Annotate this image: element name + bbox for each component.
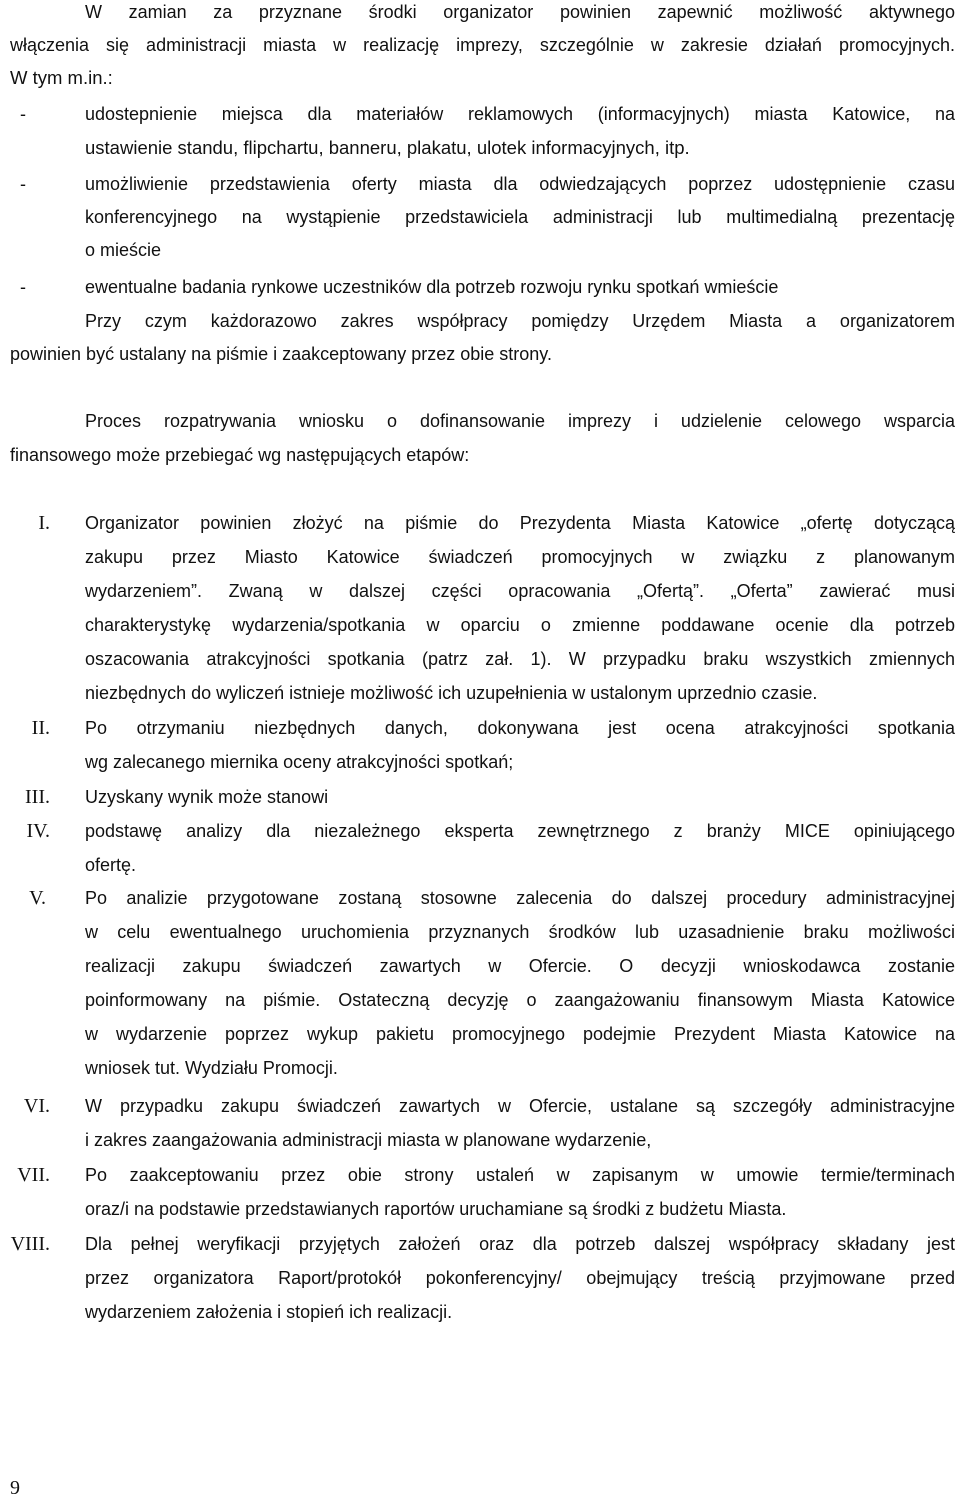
step-line: poinformowany na piśmie. Ostateczną decyzję o zaangażowaniu finansowym Miasta Katowice	[85, 990, 955, 1010]
step-numeral: II.	[31, 717, 50, 739]
step-line: wydarzeniem”. Zwaną w dalszej części opracowania „Ofertą”. „Oferta” zawierać musi	[85, 581, 955, 601]
bullet-2-line-2: konferencyjnego na wystąpienie przedstawiciela administracji lub multimedialną prezentację	[85, 207, 955, 227]
bullet-dash: -	[20, 174, 26, 194]
intro-line-2: włączenia się administracji miasta w realizację imprezy, szczególnie w zakresie działań promocyjnych.	[10, 35, 955, 55]
bullet-3-line-1: ewentualne badania rynkowe uczestników dla potrzeb rozwoju rynku spotkań wmieście	[85, 277, 779, 297]
step-line: wniosek tut. Wydziału Promocji.	[85, 1058, 338, 1078]
step-numeral: VII.	[17, 1164, 50, 1186]
step-line: w celu ewentualnego uruchomienia przyznanych środków lub uzasadnienie braku możliwości	[85, 922, 955, 942]
step-line: Po otrzymaniu niezbędnych danych, dokonywana jest ocena atrakcyjności spotkania	[85, 718, 955, 738]
para-1-line-1: Przy czym każdorazowo zakres współpracy pomiędzy Urzędem Miasta a organizatorem	[85, 311, 955, 331]
bullet-1-line-1: udostepnienie miejsca dla materiałów reklamowych (informacyjnych) miasta Katowice, na	[85, 104, 955, 124]
step-line: i zakres zaangażowania administracji miasta w planowane wydarzenie,	[85, 1130, 652, 1150]
step-numeral: I.	[38, 512, 50, 534]
step-line: przez organizatora Raport/protokół pokonferencyjny/ obejmujący treścią przyjmowane przed	[85, 1268, 955, 1288]
step-line: realizacji zakupu świadczeń zawartych w Ofercie. O decyzji wnioskodawca zostanie	[85, 956, 955, 976]
intro-line-3: W tym m.in.:	[10, 67, 113, 88]
step-line: Dla pełnej weryfikacji przyjętych założeń oraz dla potrzeb dalszej współpracy składany jest	[85, 1234, 955, 1254]
step-numeral: III.	[25, 786, 50, 808]
bullet-dash: -	[20, 104, 26, 124]
step-line: w wydarzenie poprzez wykup pakietu promocyjnego podejmie Prezydent Miasta Katowice na	[85, 1024, 955, 1044]
step-line: Organizator powinien złożyć na piśmie do Prezydenta Miasta Katowice „ofertę dotyczącą	[85, 513, 955, 533]
bullet-1-line-2: ustawienie standu, flipchartu, banneru, plakatu, ulotek informacyjnych, itp.	[85, 137, 690, 158]
step-line: Po analizie przygotowane zostaną stosowne zalecenia do dalszej procedury administracyjnej	[85, 888, 955, 908]
step-line: Po zaakceptowaniu przez obie strony ustaleń w zapisanym w umowie termie/terminach	[85, 1165, 955, 1185]
bullet-2-line-3: o mieście	[85, 240, 162, 260]
para-1-line-2: powinien być ustalany na piśmie i zaakceptowany przez obie strony.	[10, 344, 552, 364]
step-line: W przypadku zakupu świadczeń zawartych w Ofercie, ustalane są szczegóły administracyjne	[85, 1096, 955, 1116]
step-line: podstawę analizy dla niezależnego eksperta zewnętrznego z branży MICE opiniującego	[85, 821, 955, 841]
step-line: oszacowania atrakcyjności spotkania (patrz zał. 1). W przypadku braku wszystkich zmiennych	[85, 649, 955, 669]
page-number: 9	[10, 1477, 20, 1499]
bullet-2-line-1: umożliwienie przedstawienia oferty miasta dla odwiedzających poprzez udostępnienie czasu	[85, 174, 955, 194]
step-line: wydarzeniem założenia i stopień ich realizacji.	[85, 1302, 453, 1322]
intro-line-1: W zamian za przyznane środki organizator powinien zapewnić możliwość aktywnego	[85, 2, 955, 22]
step-numeral: VIII.	[10, 1233, 50, 1255]
step-line: niezbędnych do wyliczeń istnieje możliwość ich uzupełnienia w ustalonym uprzednio czasie.	[85, 683, 818, 703]
para-2-line-1: Proces rozpatrywania wniosku o dofinansowanie imprezy i udzielenie celowego wsparcia	[85, 411, 955, 431]
step-line: oraz/i na podstawie przedstawianych raportów uruchamiane są środki z budżetu Miasta.	[85, 1199, 787, 1219]
para-2-line-2: finansowego może przebiegać wg następujących etapów:	[10, 445, 470, 465]
step-line: wg zalecanego miernika oceny atrakcyjności spotkań;	[85, 752, 514, 772]
step-numeral: IV.	[26, 820, 50, 842]
bullet-dash: -	[20, 277, 26, 297]
step-numeral: V.	[29, 887, 46, 909]
step-line: zakupu przez Miasto Katowice świadczeń promocyjnych w związku z planowanym	[85, 547, 955, 567]
step-line: charakterystykę wydarzenia/spotkania w oparciu o zmienne poddawane ocenie dla potrzeb	[85, 615, 955, 635]
step-line: ofertę.	[85, 855, 137, 875]
step-numeral: VI.	[23, 1095, 50, 1117]
step-line: Uzyskany wynik może stanowi	[85, 787, 329, 807]
